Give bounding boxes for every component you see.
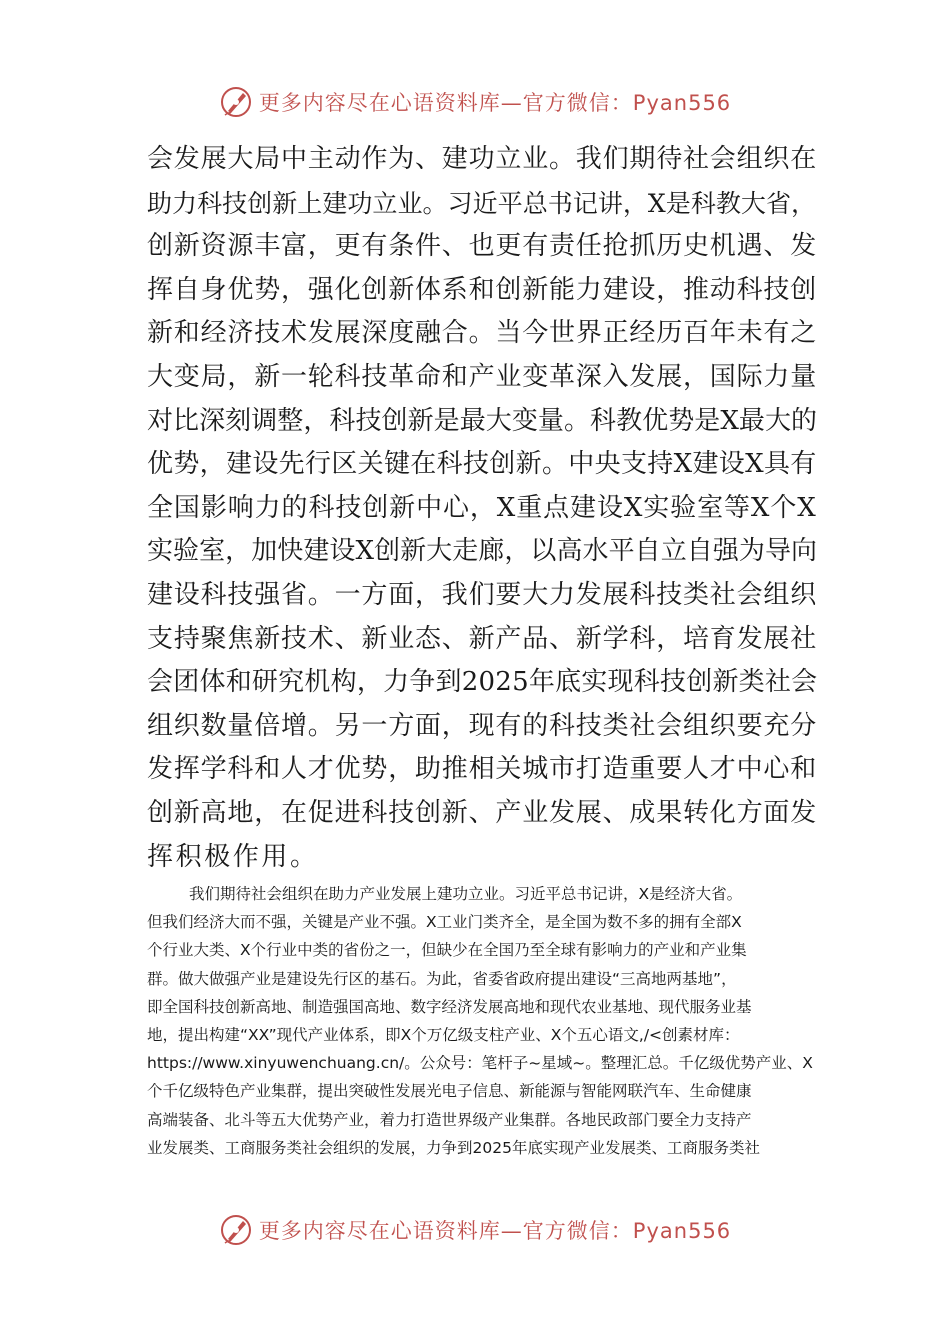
text-line: 会发展大局中主动作为、建功立业。我们期待社会组织在 [147, 144, 818, 174]
text-line: 地，提出构建“XX”现代产业体系，即X个万亿级支柱产业、X个五心语文,/<创素材库： [147, 1025, 740, 1044]
text-line: 创新高地，在促进科技创新、产业发展、成果转化方面发 [147, 797, 818, 828]
banner-text: 更多内容尽在心语资料库—官方微信：Pyan556 [258, 91, 732, 115]
text-line: 会团体和研究机构，力争到2025年底实现科技创新类社会 [147, 667, 818, 698]
text-line: 我们期待社会组织在助力产业发展上建功立业。习近平总书记讲，X是经济大省。 [189, 885, 743, 903]
text-line: 优势，建设先行区关键在科技创新。中央支持X建设X具有 [147, 449, 817, 480]
text-line: 建设科技强省。一方面，我们要大力发展科技类社会组织 [147, 579, 818, 610]
text-line: 即全国科技创新高地、制造强国高地、数字经济发展高地和现代农业基地、现代服务业基 [147, 997, 752, 1016]
text-line: 新和经济技术发展深度融合。当今世界正经历百年未有之 [147, 318, 818, 349]
text-line: 个千亿级特色产业集群，提出突破性发展光电子信息、新能源与智能网联汽车、生命健康 [147, 1082, 752, 1101]
text-line: 个行业大类、X个行业中类的省份之一，但缺少在全国乃至全球有影响力的产业和产业集 [147, 941, 747, 960]
quill-pen-icon [219, 85, 253, 119]
main-paragraph-small [147, 880, 817, 1162]
text-line: 组织数量倍增。另一方面，现有的科技类社会组织要充分 [147, 710, 818, 741]
quill-pen-icon [219, 1213, 253, 1247]
main-paragraph-large [147, 138, 817, 879]
text-line: 支持聚焦新技术、新业态、新产品、新学科，培育发展社 [147, 623, 818, 654]
text-line: 群。做大做强产业是建设先行区的基石。为此，省委省政府提出建设“三高地两基地”， [147, 969, 737, 988]
text-line: 业发展类、工商服务类社会组织的发展，力争到2025年底实现产业发展类、工商服务类社 [147, 1138, 760, 1157]
text-line: https://www.xinyuwenchuang.cn/。公众号：笔杆子~星域~。整理汇总。千亿级优势产业、X [147, 1054, 813, 1073]
text-line: 发挥学科和人才优势，助推相关城市打造重要人才中心和 [147, 754, 818, 785]
text-line: 创新资源丰富，更有条件、也更有责任抢抓历史机遇、发 [147, 231, 818, 262]
text-line: 助力科技创新上建功立业。习近平总书记讲，X是科教大省， [147, 188, 817, 218]
footer-banner [0, 1210, 950, 1250]
text-line: 挥自身优势，强化创新体系和创新能力建设，推动科技创 [147, 274, 818, 305]
text-line: 大变局，新一轮科技革命和产业变革深入发展，国际力量 [147, 361, 818, 392]
text-line: 但我们经济大而不强，关键是产业不强。X工业门类齐全，是全国为数不多的拥有全部X [147, 913, 742, 932]
text-line: 实验室，加快建设X创新大走廊，以高水平自立自强为导向 [147, 536, 818, 567]
text-line: 挥积极作用。 [147, 841, 319, 872]
text-line: 高端装备、北斗等五大优势产业，着力打造世界级产业集群。各地民政部门要全力支持产 [147, 1110, 752, 1129]
text-line: 全国影响力的科技创新中心，X重点建设X实验室等X个X [147, 492, 817, 523]
text-line: 对比深刻调整，科技创新是最大变量。科教优势是X最大的 [147, 405, 818, 436]
header-banner [0, 82, 950, 122]
banner-text: 更多内容尽在心语资料库—官方微信：Pyan556 [258, 1219, 732, 1243]
